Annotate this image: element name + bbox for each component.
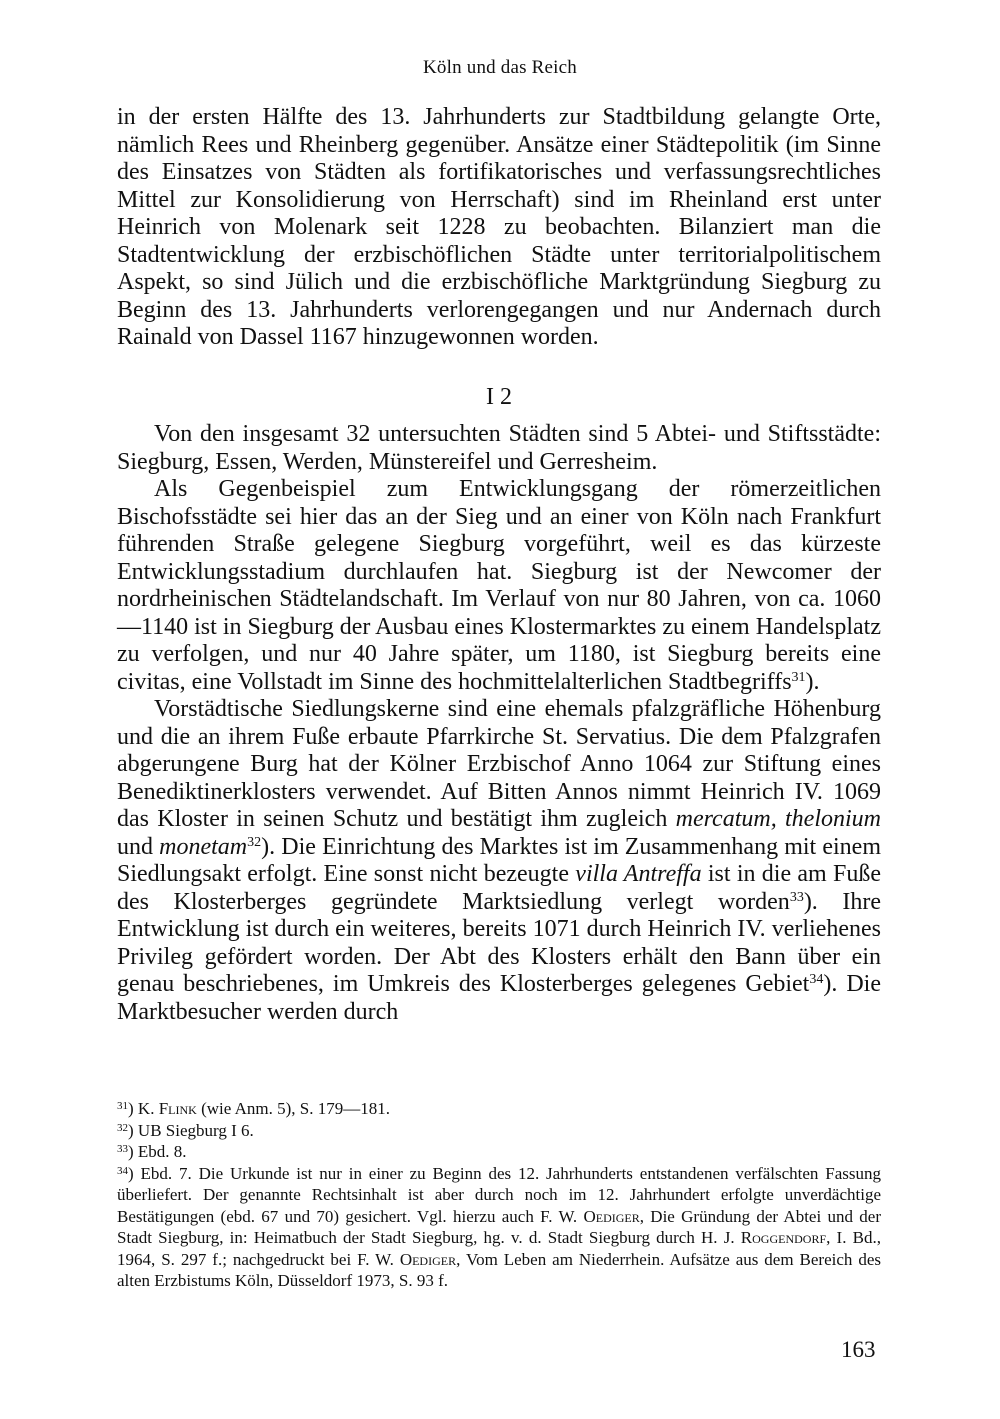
- paragraph-text: und: [117, 833, 160, 860]
- footnote-ref-32[interactable]: 32: [247, 834, 262, 850]
- footnotes: [117, 1098, 881, 1292]
- footnote-34: [117, 1163, 881, 1292]
- footnote-text: ) Ebd. 7. Die Urkunde ist nur in einer zu Beginn des 12. Jahrhunderts entstandenen verfälschten Fassung überliefert. Der genannte Rechtsinhalt ist aber durch noch im 12. Jahrhundert erfolgte unverdächtige Bestätigungen (ebd. 67 und 70) gesichert. Vgl. hierzu auch F. W.: [117, 1163, 881, 1226]
- footnote-32: [117, 1120, 881, 1142]
- main-text: [117, 104, 881, 1026]
- footnote-text: ) K.: [128, 1099, 159, 1118]
- paragraph-text: ).: [805, 668, 820, 695]
- running-head: Köln und das Reich: [423, 57, 577, 78]
- footnote-text: , Die Gründung der Abtei und der Stadt Siegburg, in: Heimatbuch der Stadt Siegburg, hg. v. d. Stadt Siegburg durch H. J.: [117, 1206, 881, 1247]
- footnote-text: , Vom Leben am Niederrhein. Aufsätze aus dem Bereich des alten Erzbistums Köln, Düsseldorf 1973, S. 93 f.: [117, 1249, 881, 1290]
- paragraph-text: ). Ihre Entwicklung ist durch ein weiteres, bereits 1071 durch Heinrich IV. verliehenes Privileg gefördert worden. Der Abt des Klosters erhält den Bann über ein genau beschriebenes, im Umkreis des Klosterberges gelegenes Gebiet: [117, 888, 881, 997]
- footnote-mark: 31: [117, 1100, 128, 1112]
- paragraph-text: ist in die am Fuße des Klosterberges gegründete Marktsiedlung verlegt worden: [117, 861, 882, 915]
- paragraph-siegburg-example: [117, 476, 881, 696]
- footnote-mark: 34: [117, 1164, 128, 1177]
- author-name: Oediger: [583, 1206, 640, 1226]
- footnote-mark: 33: [117, 1143, 128, 1155]
- paragraph-text: Als Gegenbeispiel zum Entwicklungsgang der römerzeitlichen Bischofsstädte sei hier das an der Sieg und an einer von Köln nach Frankfurt führenden Straße gelegene Siegburg vorgeführt, weil es das kürzeste Entwicklungsstadium durchlaufen hat. Siegburg ist der Newcomer der nordrheinischen Städtelandschaft. Im Verlauf von nur 80 Jahren, von ca. 1060—1140 ist in Siegburg der Ausbau eines Klostermarktes zu einem Handelsplatz zu verfolgen, und nur 40 Jahre später, um 1180, ist Siegburg bereits eine civitas, eine Vollstadt im Sinne des hochmittelalterlichen Stadtbegriffs: [117, 476, 881, 695]
- paragraph-continued: in der ersten Hälfte des 13. Jahrhunderts zur Stadtbildung gelangte Orte, nämlich Rees und Rheinberg gegenüber. Ansätze einer Städtepolitik (im Sinne des Einsatzes von Städten als fortifikatorisches und verfassungsrechtliches Mittel zur Konsolidierung von Herrschaft) sind im Rheinland erst unter Heinrich von Molenark seit 1228 zu beobachten. Bilanziert man die Stadtentwicklung der erzbischöflichen Städte unter territorialpolitischem Aspekt, so sind Jülich und die erzbischöfliche Marktgründung Siegburg zu Beginn des 13. Jahrhunderts verlorengegangen und nur Andernach durch Rainald von Dassel 1167 hinzugewonnen worden.: [117, 104, 881, 350]
- footnote-ref-34[interactable]: 34: [809, 972, 824, 987]
- section-heading: I 2: [486, 383, 512, 410]
- paragraph-text: Vorstädtische Siedlungskerne sind eine ehemals pfalzgräfliche Höhenburg und die an ihrem Fuße erbaute Pfarrkirche St. Servatius. Die dem Pfalzgrafen abgerungene Burg hat der Kölner Erzbischof Anno 1064 zur Stiftung eines Benediktinerklosters verwendet. Auf Bitten Annos nimmt Heinrich IV. 1069 das Kloster in seinen Schutz und bestätigt ihm zugleich: [117, 696, 881, 832]
- footnote-text: , I. Bd., 1964, S. 297 f.; nachgedruckt bei F. W.: [117, 1228, 881, 1269]
- author-name: Oediger: [399, 1249, 457, 1269]
- paragraph-abbey-towns: Von den insgesamt 32 untersuchten Städten sind 5 Abtei- und Stiftsstädte: Siegburg, Essen, Werden, Münstereifel und Gerresheim.: [117, 421, 881, 475]
- footnote-33: [117, 1141, 881, 1163]
- footnote-31: [117, 1098, 881, 1120]
- latin-term: monetam: [159, 833, 248, 860]
- footnote-ref-33[interactable]: 33: [789, 889, 804, 905]
- paragraph-text: ). Die Marktbesucher werden durch: [117, 971, 881, 1025]
- author-name: Flink: [158, 1099, 197, 1118]
- paragraph-settlement-cores: [117, 696, 881, 1026]
- footnote-mark: 32: [117, 1121, 128, 1134]
- page-number: 163: [841, 1337, 876, 1362]
- footnote-text: ) UB Siegburg I 6.: [128, 1120, 254, 1140]
- footnote-ref-31[interactable]: 31: [791, 669, 806, 685]
- paragraph-text: ). Die Einrichtung des Marktes ist im Zusammenhang mit einem Siedlungsakt erfolgt. Eine sonst nicht bezeugte: [117, 833, 882, 887]
- author-name: Roggendorf: [740, 1228, 827, 1247]
- footnote-text: ) Ebd. 8.: [128, 1142, 187, 1161]
- footnote-text: (wie Anm. 5), S. 179—181.: [196, 1099, 390, 1118]
- latin-term: mercatum, thelonium: [675, 806, 882, 832]
- latin-term: villa Antreffa: [575, 861, 702, 887]
